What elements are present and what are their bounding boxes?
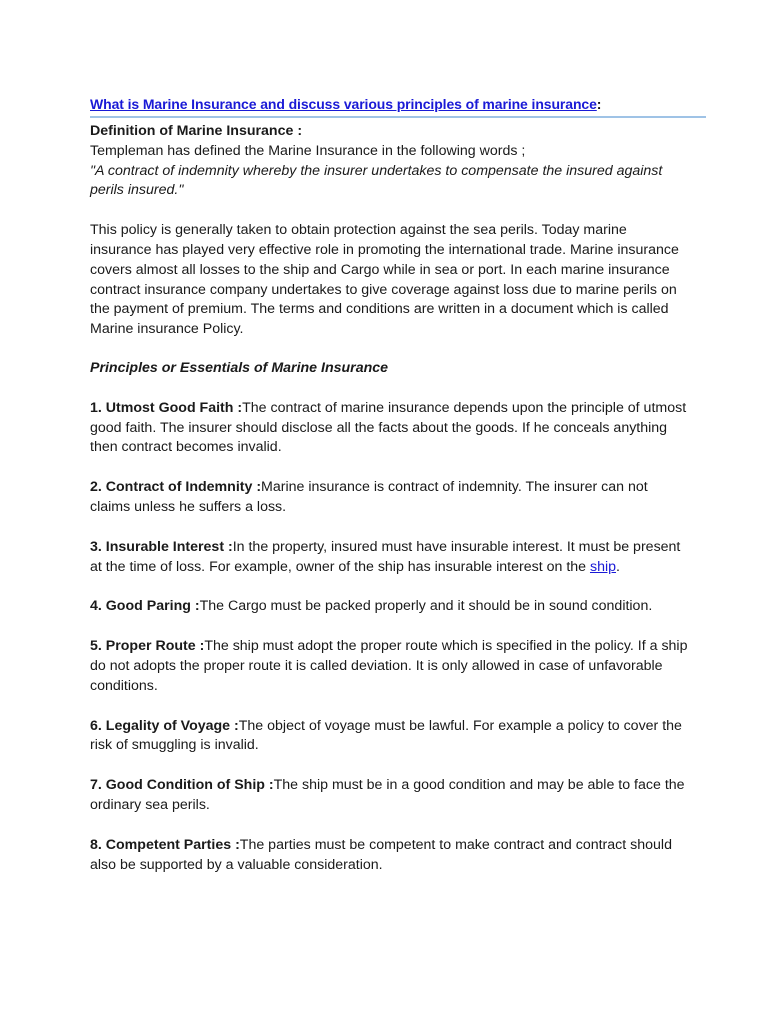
principle-term: 4. Good Paring : (90, 598, 200, 615)
principle-text: The ship must adopt the proper route which is specified in the policy. If a ship do not adopts the proper route it is called deviation. It is only allowed in case of unfavorable conditions. (90, 638, 688, 694)
principle-item (90, 836, 690, 876)
principle-item (90, 538, 690, 578)
principle-item (90, 637, 690, 696)
title-colon: : (596, 96, 602, 112)
principle-item (90, 478, 690, 518)
principle-text: The contract of marine insurance depends upon the principle of utmost good faith. The insurer should disclose all the facts about the goods. If he conceals anything then contract becomes invalid. (90, 399, 687, 456)
principle-text: The Cargo must be packed properly and it should be in sound condition. (199, 598, 653, 615)
title-block (90, 94, 706, 118)
document-body (90, 94, 690, 875)
principle-text-end: . (616, 558, 620, 575)
principles-heading: Principles or Essentials of Marine Insurance (90, 359, 389, 376)
page-title (90, 94, 706, 114)
principle-term: 3. Insurable Interest : (90, 538, 233, 555)
principle-text: In the property, insured must have insurable interest. It must be present at the time of loss. For example, owner of the ship has insurable interest on the (90, 538, 681, 575)
principle-term: 7. Good Condition of Ship : (90, 777, 274, 794)
principle-text: The parties must be competent to make contract and contract should also be supported by a valuable consideration. (90, 836, 672, 873)
principle-term: 6. Legality of Voyage : (90, 717, 239, 734)
principle-item (90, 717, 690, 757)
principle-item (90, 776, 690, 816)
definition-heading: Definition of Marine Insurance : (90, 123, 303, 139)
title-link[interactable]: What is Marine Insurance and discuss various principles of marine insurance (90, 96, 597, 112)
principle-term: 2. Contract of Indemnity : (90, 479, 262, 496)
principle-text: The ship must be in a good condition and may be able to face the ordinary sea perils. (90, 777, 685, 813)
policy-paragraph: This policy is generally taken to obtain protection against the sea perils. Today marine insurance has played very effective role in promoting the international trade. Marine insurance covers almost all losses to the ship and Cargo while in sea or port. In each marine insurance contract insurance company undertakes to give coverage against loss due to marine perils on the payment of premium. The terms and conditions are written in a document which is called Marine insurance Policy. (90, 222, 679, 338)
ship-link[interactable]: ship (589, 558, 617, 575)
principle-item (90, 597, 690, 617)
principle-text: Marine insurance is contract of indemnity. The insurer can not claims unless he suffers a loss. (90, 479, 648, 515)
definition-quote: "A contract of indemnity whereby the insurer undertakes to compensate the insured against perils insured." (90, 162, 663, 199)
principle-text: The object of voyage must be lawful. For example a policy to cover the risk of smuggling is invalid. (90, 717, 682, 754)
principle-term: 8. Competent Parties : (90, 836, 240, 853)
principle-term: 5. Proper Route : (90, 638, 205, 655)
definition-intro: Templeman has defined the Marine Insurance in the following words ; (90, 142, 526, 159)
principle-item (90, 399, 690, 458)
principle-term: 1. Utmost Good Faith : (90, 399, 243, 416)
